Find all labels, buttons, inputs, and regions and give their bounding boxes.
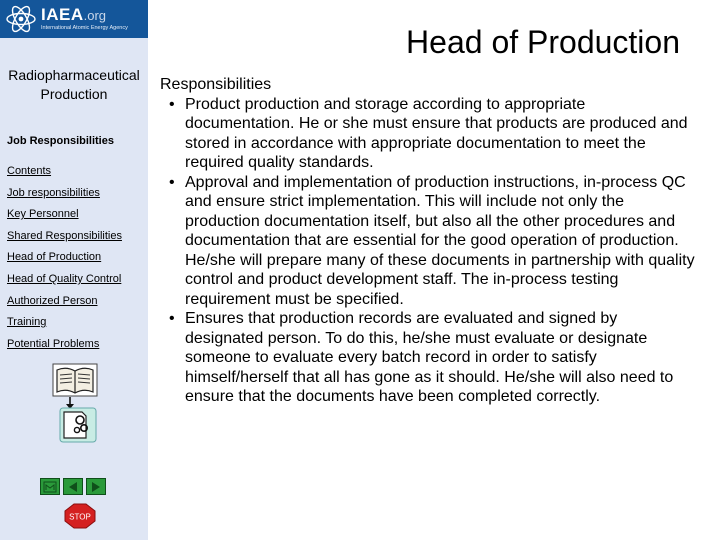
stop-label: STOP <box>69 512 91 522</box>
bullet-icon: • <box>169 95 175 113</box>
list-item <box>157 95 697 173</box>
nav-link-job-responsibilities[interactable]: Job responsibilities <box>7 186 100 199</box>
nav-link-head-of-quality-control[interactable]: Head of Quality Control <box>7 272 122 285</box>
slide-navigation <box>40 478 106 495</box>
slide-body <box>157 75 697 407</box>
nav-link-authorized-person[interactable]: Authorized Person <box>7 294 98 307</box>
bullet-icon: • <box>169 173 175 191</box>
stop-button[interactable] <box>64 503 96 529</box>
bullet-text: Approval and implementation of production instructions, in-process QC and ensure strict implementation. This will include not only the production documentation itself, but also all the other procedures and documentation that are essential for the good operation of production. He/she will prepare many of these documents in partnership with quality control and product development staff. The in-process testing requirement must be specified. <box>185 173 695 308</box>
arrow-right-icon <box>90 481 102 493</box>
nav-link-key-personnel[interactable]: Key Personnel <box>7 208 79 221</box>
iaea-logo[interactable] <box>0 0 148 38</box>
sidebar-nav <box>7 164 122 358</box>
sidebar <box>0 0 148 540</box>
list-item <box>157 173 697 310</box>
next-button[interactable] <box>86 478 106 495</box>
home-icon <box>43 481 57 493</box>
responsibilities-heading: Responsibilities <box>160 76 272 93</box>
nav-link-head-of-production[interactable]: Head of Production <box>7 251 102 264</box>
logo-tagline: International Atomic Energy Agency <box>41 25 128 32</box>
bullet-icon: • <box>169 310 175 327</box>
previous-button[interactable] <box>63 478 83 495</box>
nav-link-contents[interactable]: Contents <box>7 165 52 177</box>
list-item <box>157 309 697 407</box>
nav-link-potential-problems[interactable]: Potential Problems <box>7 337 100 350</box>
atom-logo-icon <box>4 3 38 35</box>
slide-title: Head of Production <box>406 24 680 60</box>
stop-sign-icon <box>64 503 96 529</box>
nav-link-shared-responsibilities[interactable]: Shared Responsibilities <box>7 229 122 242</box>
logo-name: IAEA <box>41 5 84 25</box>
bullet-text: Ensures that production records are evaluated and signed by designated person. To do this, he/she must evaluate or designate someone to evaluate every batch record in order to satisfy himself/herself that all has gone as it should. He/she will also need to ensure that the documents have been completed correctly. <box>185 310 674 405</box>
responsibilities-list <box>157 95 697 407</box>
nav-link-training[interactable]: Training <box>7 316 47 329</box>
bullet-text: Product production and storage according to appropriate documentation. He or she must ensure that products are produced and stored in accordance with appropriate documentation to meet the required quality standards. <box>185 95 688 171</box>
book-document-illustration-icon <box>50 362 100 444</box>
arrow-left-icon <box>67 481 79 493</box>
module-title: Radiopharmaceutical Production <box>8 67 140 102</box>
section-heading: Job Responsibilities <box>7 135 114 147</box>
home-button[interactable] <box>40 478 60 495</box>
logo-domain: .org <box>83 8 107 24</box>
